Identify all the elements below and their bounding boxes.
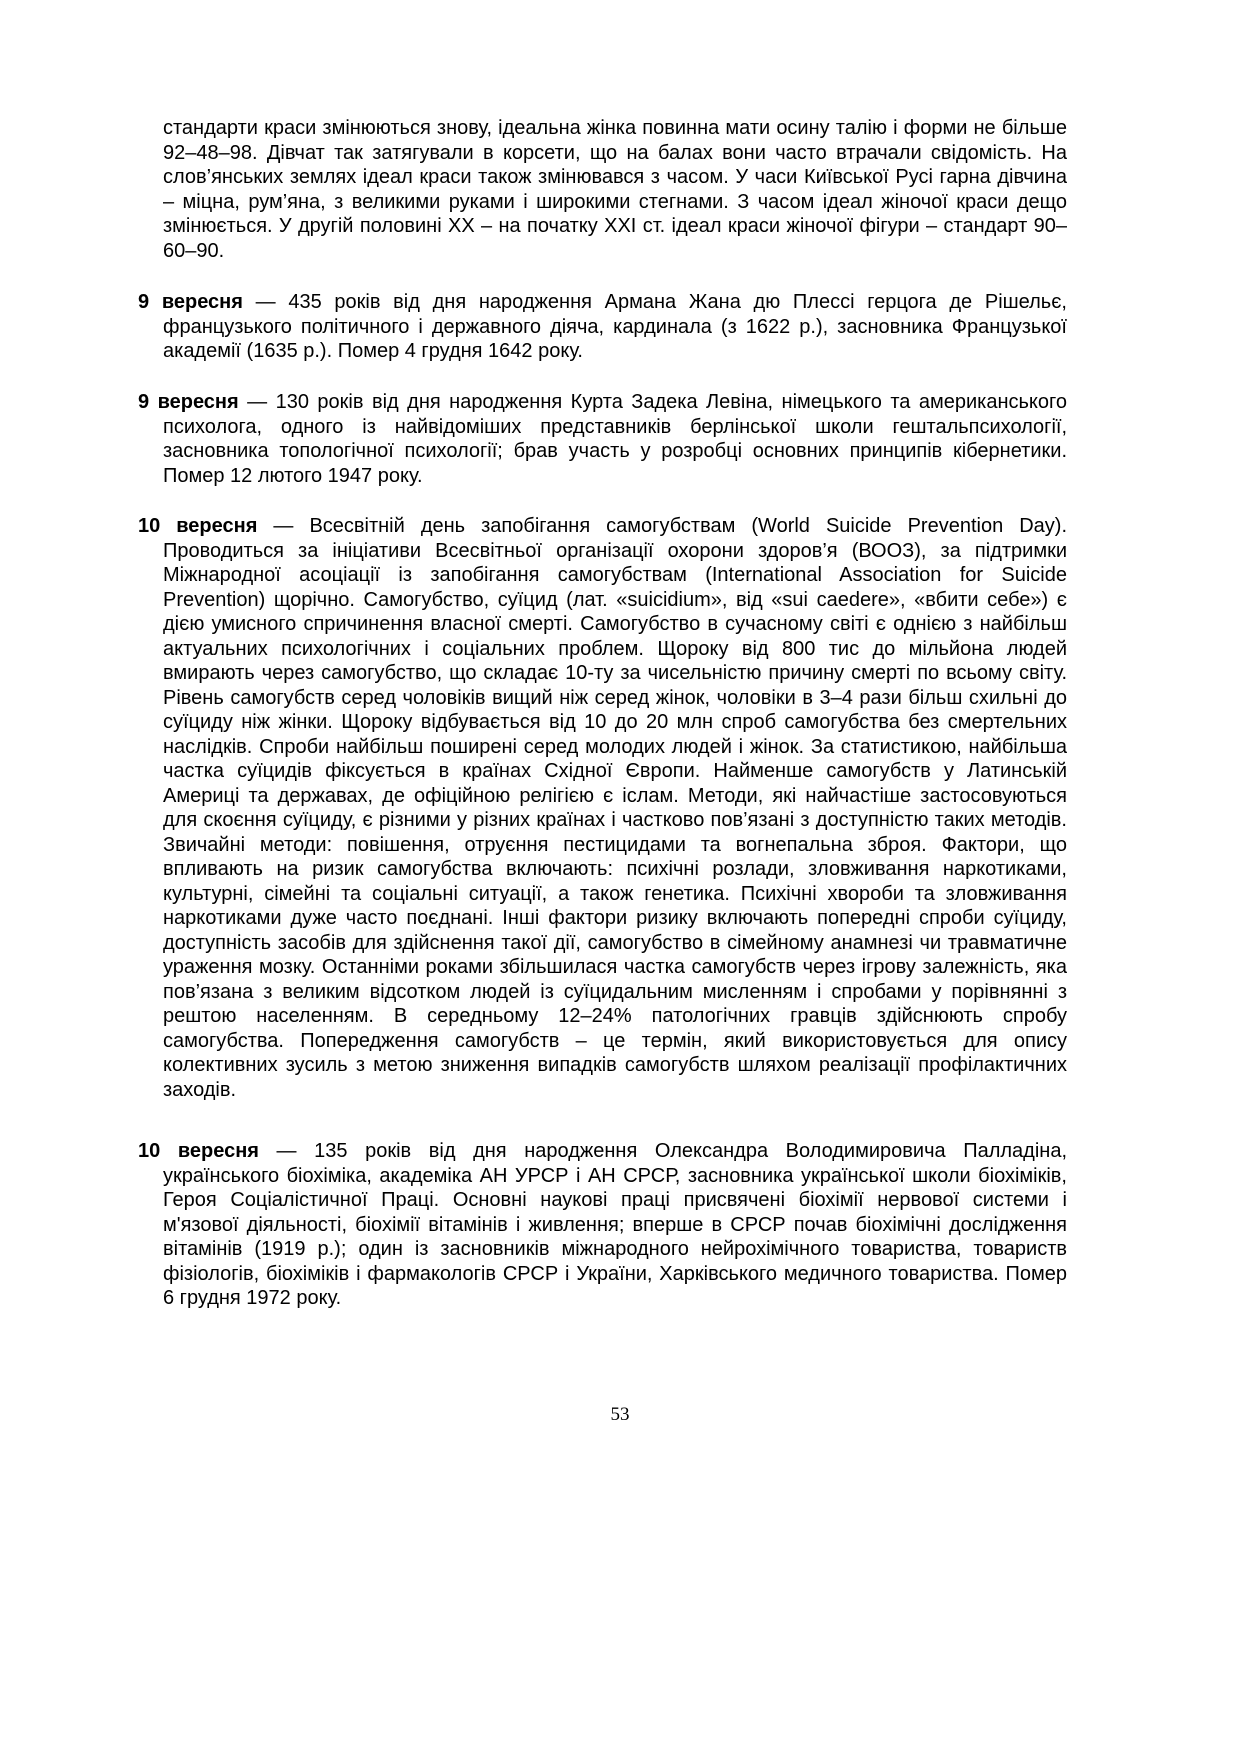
entry-date: 10 вересня: [138, 515, 258, 537]
calendar-entry: [138, 290, 1067, 364]
page-number: 53: [610, 1404, 630, 1425]
calendar-entry: [138, 514, 1067, 1102]
entry-text: — 435 років від дня народження Армана Жана дю Плессі герцога де Рішельє, французького політичного і державного діяча, кардинала (з 1622 р.), засновника Французької академії (1635 р.). Помер 4 грудня 1642 року.: [163, 291, 1067, 362]
entry-date: 9 вересня: [138, 291, 243, 313]
entry-date: 9 вересня: [138, 391, 239, 413]
intro-paragraph: стандарти краси змінюються знову, ідеальна жінка повинна мати осину талію і форми не більше 92–48–98. Дівчат так затягували в корсети, що на балах вони часто втрачали свідомість. На слов’янських землях ідеал краси також змінювався з часом. У часи Київської Русі гарна дівчина – міцна, рум’яна, з великими руками і широкими стегнами. З часом ідеал жіночої краси дещо змінюється. У другій половині ХХ – на початку ХХІ ст. ідеал краси жіночої фігури – стандарт 90–60–90.: [163, 117, 1067, 262]
calendar-entry: [138, 390, 1067, 488]
entry-date: 10 вересня: [138, 1140, 259, 1162]
entry-text: — Всесвітній день запобігання самогубствам (World Suicide Prevention Day). Проводиться за ініціативи Всесвітньої організації охорони здоров’я (ВООЗ), за підтримки Міжнародної асоціації із запобігання самогубствам (International Association for Suicide Prevention) щорічно. Самогубство, суїцид (лат. «suicidium», від «sui caedere», «вбити себе») є дією умисного спричинення власної смерті. Самогубство в сучасному світі є однією з найбільш актуальних психологічних і соціальних проблем. Щороку від 800 тис до мільйона людей вмирають через самогубство, що складає 10-ту за чисельністю причину смерті по всьому світу. Рівень самогубств серед чоловіків вищий ніж серед жінок, чоловіки в 3–4 рази більш схильні до суїциду ніж жінки. Щороку відбувається від 10 до 20 млн спроб самогубства без смертельних наслідків. Спроби найбільш поширені серед молодих людей і жінок. За статистикою, найбільша частка суїцидів фіксується в країнах Східної Європи. Найменше самогубств у Латинській Америці та державах, де офіційною релігією є іслам. Методи, які найчастіше застосовуються для скоєння суїциду, є різними у різних країнах і частково пов’язані з доступністю таких методів. Звичайні методи: повішення, отруєння пестицидами та вогнепальна зброя. Фактори, що впливають на ризик самогубства включають: психічні розлади, зловживання наркотиками, культурні, сімейні та соціальні ситуації, а також генетика. Психічні хвороби та зловживання наркотиками дуже часто поєднані. Інші фактори ризику включають попередні спроби суїциду, доступність засобів для здійснення такої дії, самогубство в сімейному анамнезі чи травматичне ураження мозку. Останніми роками збільшилася частка самогубств через ігрову залежність, яка пов’язана з великим відсотком людей із суїцидальним мисленням і спробами у порівнянні з рештою населенням. В середньому 12–24% патологічних гравців здійснюють спробу самогубства. Попередження самогубств – це термін, який використовується для опису колективних зусиль з метою зниження випадків самогубств шляхом реалізації профілактичних заходів.: [163, 515, 1067, 1101]
entry-text: — 135 років від дня народження Олександра Володимировича Палладіна, українського біохіміка, академіка АН УРСР і АН СРСР, засновника української школи біохіміків, Героя Соціалістичної Праці. Основні наукові праці присвячені біохімії нервової системи і м'язової діяльності, біохімії вітамінів і живлення; вперше в СРСР почав біохімічні дослідження вітамінів (1919 р.); один із засновників міжнародного нейрохімічного товариства, товариств фізіологів, біохіміків і фармакологів СРСР і України, Харківського медичного товариства. Помер 6 грудня 1972 року.: [163, 1140, 1068, 1309]
entry-text: — 130 років від дня народження Курта Задека Левіна, німецького та американського психолога, одного із найвідоміших представників берлінської школи гештальпсихології, засновника топологічної психології; брав участь у розробці основних принципів кібернетики. Помер 12 лютого 1947 року.: [163, 391, 1067, 487]
calendar-entry: [138, 1139, 1067, 1311]
